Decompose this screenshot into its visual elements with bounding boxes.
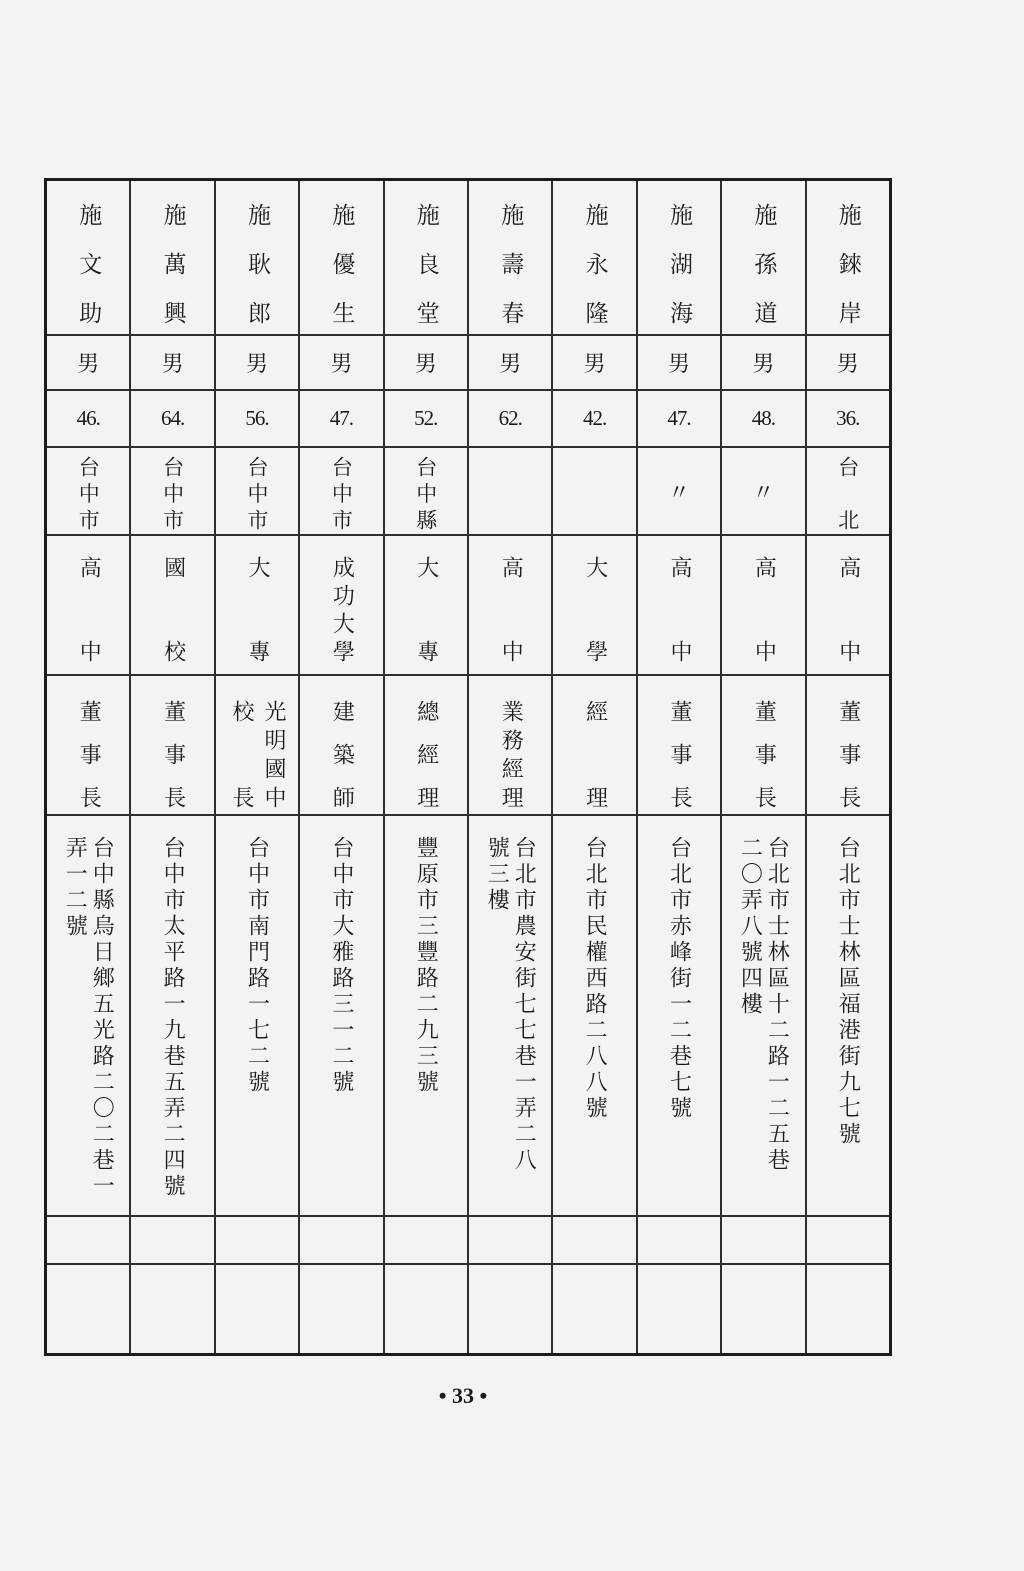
education-cell — [300, 536, 382, 674]
education-text: 國校 — [160, 556, 186, 662]
occupation-line: 董事長 — [160, 700, 186, 808]
place-cell — [807, 448, 889, 534]
address-line: 台北市士林區十二路一二五巷 — [764, 836, 790, 1174]
gender-text: 男 — [499, 352, 522, 377]
name-text: 施孫道 — [750, 203, 777, 324]
place-text: 〃 — [668, 480, 691, 506]
address-column — [244, 836, 271, 1212]
occupation-column — [579, 700, 611, 808]
age-cell — [216, 391, 298, 446]
gender-text: 男 — [668, 352, 691, 377]
name-cell — [385, 181, 467, 334]
gender-text: 男 — [583, 352, 606, 377]
education-text: 大專 — [413, 556, 439, 662]
education-cell — [216, 536, 298, 674]
age-cell — [638, 391, 720, 446]
name-cell — [300, 181, 382, 334]
occupation-cell — [47, 676, 129, 814]
place-cell — [47, 448, 129, 534]
address-cell — [553, 816, 635, 1215]
age-text: 56. — [245, 406, 269, 430]
name-text: 施萬興 — [159, 203, 186, 324]
address-column — [834, 836, 861, 1212]
place-text: 台中市 — [329, 456, 354, 530]
gender-cell — [722, 336, 804, 389]
education-cell — [638, 536, 720, 674]
address-line: 二〇弄八號四樓 — [737, 836, 763, 1018]
name-column — [242, 203, 272, 324]
address-cell — [807, 816, 889, 1215]
blank-cell — [385, 1217, 467, 1263]
name-column — [158, 203, 188, 324]
education-column — [833, 556, 863, 662]
age-cell — [722, 391, 804, 446]
gender-text: 男 — [836, 352, 859, 377]
occupation-column — [747, 700, 779, 808]
blank-cell — [553, 1265, 635, 1353]
blank-cell — [300, 1265, 382, 1353]
address-column — [61, 836, 115, 1212]
education-text: 成功大學 — [329, 556, 355, 662]
occupation-line: 董事長 — [76, 700, 102, 808]
gender-cell — [47, 336, 129, 389]
blank-cell — [216, 1265, 298, 1353]
address-column — [666, 836, 693, 1212]
occupation-cell — [722, 676, 804, 814]
age-text: 52. — [414, 406, 438, 430]
address-column — [581, 836, 608, 1212]
address-line: 號三樓 — [484, 836, 510, 914]
age-text: 47. — [329, 406, 354, 430]
name-text: 施耿郎 — [244, 203, 270, 324]
place-text: 台中市 — [76, 456, 101, 530]
gender-cell — [469, 336, 551, 389]
education-column — [158, 556, 188, 662]
blank-cell — [638, 1217, 720, 1263]
education-text: 大專 — [245, 556, 270, 662]
name-column — [748, 203, 778, 324]
name-column — [495, 203, 525, 324]
blank-cell — [385, 1265, 467, 1353]
name-text: 施錸岸 — [834, 203, 861, 324]
education-column — [326, 556, 356, 662]
education-cell — [131, 536, 213, 674]
occupation-cell — [553, 676, 635, 814]
place-cell — [385, 448, 467, 534]
address-line: 台中縣烏日鄉五光路二〇二巷一 — [89, 836, 115, 1200]
occupation-line: 業務經理 — [498, 700, 524, 808]
name-cell — [469, 181, 551, 334]
age-text: 62. — [498, 406, 522, 430]
blank-cell — [469, 1265, 551, 1353]
name-text: 施湖海 — [666, 203, 692, 324]
name-column — [326, 203, 356, 324]
blank-cell — [553, 1217, 635, 1263]
name-text: 施文助 — [75, 203, 102, 324]
education-column — [73, 556, 103, 662]
address-line: 台北市士林區福港街九七號 — [835, 836, 861, 1148]
blank-cell — [807, 1265, 889, 1353]
address-cell — [131, 816, 213, 1215]
address-cell — [638, 816, 720, 1215]
name-cell — [131, 181, 213, 334]
place-text: 台中市 — [245, 456, 269, 530]
name-text: 施優生 — [328, 203, 355, 324]
address-column — [328, 836, 355, 1212]
occupation-cell — [638, 676, 720, 814]
place-column — [834, 456, 862, 530]
age-cell — [131, 391, 213, 446]
occupation-column — [325, 700, 357, 808]
occupation-line: 校長 — [229, 700, 254, 808]
blank-cell — [47, 1217, 129, 1263]
name-text: 施良堂 — [412, 203, 439, 324]
education-cell — [722, 536, 804, 674]
occupation-line: 董事長 — [835, 700, 861, 808]
address-line: 台中市大雅路三一二號 — [328, 836, 354, 1096]
name-column — [411, 203, 441, 324]
education-text: 高中 — [751, 556, 777, 662]
age-cell — [807, 391, 889, 446]
gender-cell — [385, 336, 467, 389]
blank-cell — [469, 1217, 551, 1263]
occupation-line: 經理 — [582, 700, 608, 808]
age-text: 47. — [667, 406, 691, 430]
place-column — [74, 456, 102, 530]
occupation-column — [832, 700, 864, 808]
address-line: 弄一二號 — [62, 836, 88, 940]
education-cell — [385, 536, 467, 674]
name-column — [833, 203, 863, 324]
blank-cell — [131, 1265, 213, 1353]
blank-cell — [216, 1217, 298, 1263]
age-cell — [553, 391, 635, 446]
gender-cell — [807, 336, 889, 389]
blank-cell — [807, 1217, 889, 1263]
age-text: 48. — [751, 406, 776, 430]
occupation-line: 董事長 — [667, 700, 692, 808]
gender-cell — [216, 336, 298, 389]
education-column — [411, 556, 441, 662]
place-text: 台中市 — [160, 456, 185, 530]
address-line: 台中市太平路一九巷五弄二四號 — [160, 836, 186, 1200]
age-text: 42. — [582, 406, 607, 430]
education-cell — [47, 536, 129, 674]
education-column — [664, 556, 694, 662]
place-text: 台北 — [835, 456, 860, 530]
place-text: 〃 — [752, 480, 775, 506]
name-column — [73, 203, 103, 324]
place-cell — [131, 448, 213, 534]
gender-text: 男 — [752, 352, 775, 377]
age-text: 46. — [76, 406, 100, 430]
blank-cell — [131, 1217, 213, 1263]
name-cell — [638, 181, 720, 334]
occupation-line: 建築師 — [329, 700, 355, 808]
address-line: 豐原市三豐路二九三號 — [413, 836, 439, 1096]
gender-text: 男 — [330, 352, 353, 377]
occupation-cell — [807, 676, 889, 814]
occupation-column — [225, 700, 289, 808]
occupation-column — [494, 700, 526, 808]
education-column — [580, 556, 610, 662]
education-cell — [553, 536, 635, 674]
place-column — [327, 456, 355, 530]
name-cell — [553, 181, 635, 334]
education-cell — [469, 536, 551, 674]
occupation-column — [157, 700, 189, 808]
address-column — [412, 836, 439, 1212]
gender-cell — [300, 336, 382, 389]
occupation-cell — [300, 676, 382, 814]
occupation-cell — [469, 676, 551, 814]
education-column — [495, 556, 525, 662]
occupation-column — [72, 700, 104, 808]
name-column — [664, 203, 694, 324]
occupation-cell — [216, 676, 298, 814]
address-cell — [216, 816, 298, 1215]
address-line: 台中市南門路一七二號 — [244, 836, 270, 1096]
address-cell — [722, 816, 804, 1215]
occupation-line: 董事長 — [751, 700, 777, 808]
occupation-cell — [385, 676, 467, 814]
address-column — [736, 836, 790, 1212]
place-column — [159, 456, 187, 530]
name-cell — [722, 181, 804, 334]
gender-cell — [638, 336, 720, 389]
age-text: 64. — [160, 406, 185, 430]
place-cell — [722, 448, 804, 534]
place-text: 台中縣 — [413, 456, 438, 530]
member-table — [44, 178, 892, 1356]
place-cell — [216, 448, 298, 534]
education-column — [748, 556, 778, 662]
name-cell — [216, 181, 298, 334]
occupation-cell — [131, 676, 213, 814]
occupation-column — [410, 700, 442, 808]
age-cell — [385, 391, 467, 446]
education-text: 高中 — [667, 556, 692, 662]
address-line: 台北市赤峰街一二巷七號 — [666, 836, 692, 1122]
education-cell — [807, 536, 889, 674]
blank-cell — [300, 1217, 382, 1263]
occupation-line: 總經理 — [413, 700, 439, 808]
gender-text: 男 — [246, 352, 269, 377]
place-cell — [300, 448, 382, 534]
name-column — [580, 203, 610, 324]
gender-cell — [131, 336, 213, 389]
gender-text: 男 — [77, 352, 100, 377]
name-cell — [807, 181, 889, 334]
place-cell — [638, 448, 720, 534]
name-text: 施永隆 — [581, 203, 608, 324]
page-number: • 33 • — [438, 1383, 488, 1408]
occupation-column — [663, 700, 695, 808]
address-column — [483, 836, 537, 1212]
name-cell — [47, 181, 129, 334]
place-column — [243, 456, 271, 530]
name-text: 施壽春 — [497, 203, 524, 324]
place-column — [412, 456, 440, 530]
education-text: 高中 — [498, 556, 524, 662]
gender-text: 男 — [161, 352, 184, 377]
address-cell — [385, 816, 467, 1215]
address-line: 台北市民權西路二八八號 — [582, 836, 608, 1122]
blank-cell — [47, 1265, 129, 1353]
address-line: 台北市農安街七七巷一弄二八 — [511, 836, 537, 1174]
education-column — [242, 556, 272, 662]
gender-cell — [553, 336, 635, 389]
gender-text: 男 — [414, 352, 437, 377]
blank-cell — [638, 1265, 720, 1353]
address-cell — [300, 816, 382, 1215]
blank-cell — [722, 1217, 804, 1263]
place-cell — [469, 448, 551, 534]
education-text: 大學 — [582, 556, 608, 662]
age-text: 36. — [836, 406, 860, 430]
address-cell — [47, 816, 129, 1215]
age-cell — [47, 391, 129, 446]
address-cell — [469, 816, 551, 1215]
place-cell — [553, 448, 635, 534]
age-cell — [469, 391, 551, 446]
occupation-line: 光明國中 — [261, 700, 286, 808]
age-cell — [300, 391, 382, 446]
address-column — [159, 836, 186, 1212]
education-text: 高中 — [76, 556, 102, 662]
blank-cell — [722, 1265, 804, 1353]
education-text: 高中 — [835, 556, 861, 662]
